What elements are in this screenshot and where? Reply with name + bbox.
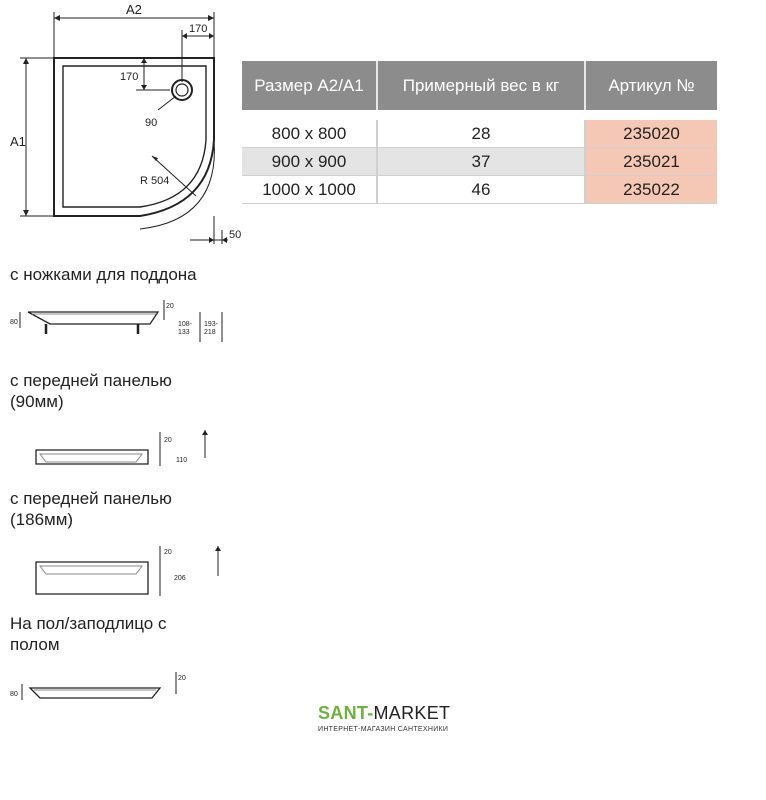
dim-206: 206 (174, 575, 186, 582)
dim-20: 20 (166, 303, 174, 310)
dim-108-133: 108- (178, 321, 193, 328)
dim-170-left: 170 (120, 71, 139, 83)
profile-panel-186-drawing (30, 544, 230, 600)
dim-20: 20 (178, 675, 186, 682)
dim-20: 20 (164, 549, 172, 556)
cell-article: 235020 (585, 115, 717, 148)
caption-panel-90: с передней панелью (90мм) (10, 371, 172, 411)
label-a1: A1 (10, 134, 26, 149)
svg-text:218: 218 (204, 329, 216, 336)
profile-legs-drawing (10, 298, 240, 348)
dim-50: 50 (229, 229, 242, 241)
cell-size: 1000 x 1000 (242, 176, 377, 204)
dim-20: 20 (164, 437, 172, 444)
header-weight: Примерный вес в кг (377, 61, 585, 115)
label-a2: A2 (126, 2, 142, 17)
cell-weight: 37 (377, 148, 585, 176)
svg-text:133: 133 (178, 329, 190, 336)
dim-80: 80 (10, 319, 18, 326)
dim-80: 80 (10, 691, 18, 698)
dim-193-218: 193- (204, 321, 219, 328)
cell-weight: 46 (377, 176, 585, 204)
brand-tagline: ИНТЕРНЕТ-МАГАЗИН САНТЕХНИКИ (318, 726, 449, 733)
cell-article: 235021 (585, 148, 717, 176)
profile-panel-90-drawing (30, 428, 220, 470)
dim-90: 90 (145, 117, 158, 129)
dim-r504: R 504 (140, 175, 170, 187)
dim-170-top: 170 (189, 23, 208, 35)
caption-legs: с ножками для поддона (10, 265, 197, 284)
cell-article: 235022 (585, 176, 717, 204)
header-article: Артикул № (585, 61, 717, 115)
caption-floor: На пол/заподлицо с полом (10, 614, 167, 654)
brand-logo: SANT-MARKET (318, 703, 451, 723)
cell-weight: 28 (377, 115, 585, 148)
tray-plan-drawing (0, 0, 250, 250)
header-size: Размер A2/A1 (242, 61, 377, 115)
table-row (242, 176, 717, 204)
cell-size: 800 x 800 (242, 115, 377, 148)
table-row (242, 148, 717, 176)
caption-panel-186: с передней панелью (186мм) (10, 489, 172, 529)
spec-table (242, 61, 717, 204)
dim-110: 110 (176, 457, 188, 464)
cell-size: 900 x 900 (242, 148, 377, 176)
profile-floor-drawing (10, 670, 190, 708)
table-row (242, 115, 717, 148)
